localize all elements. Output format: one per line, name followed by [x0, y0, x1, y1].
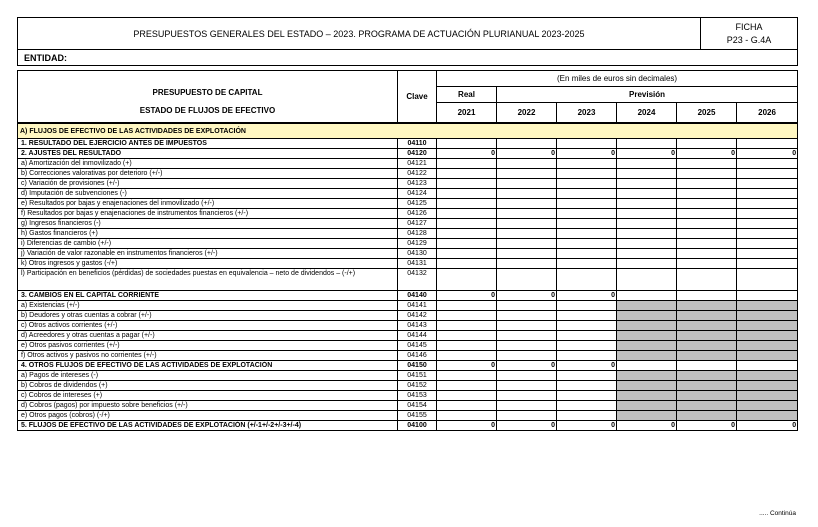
- table-row: [18, 401, 798, 411]
- value-cell[interactable]: [617, 391, 677, 401]
- value-cell[interactable]: 0: [677, 149, 737, 159]
- row-code: 04144: [398, 331, 437, 341]
- value-cell[interactable]: [677, 291, 737, 301]
- value-cell[interactable]: [497, 269, 557, 291]
- row-label: e) Resultados por bajas y enajenaciones del inmovilizado (+/-): [18, 199, 398, 209]
- value-cell[interactable]: [677, 229, 737, 239]
- table-row: [18, 189, 798, 199]
- column-header: [17, 70, 798, 123]
- row-code: 04146: [398, 351, 437, 361]
- value-cell[interactable]: [617, 269, 677, 291]
- value-cell[interactable]: [497, 249, 557, 259]
- value-cell[interactable]: [437, 199, 497, 209]
- year-header: 2022: [497, 103, 557, 123]
- row-label: b) Cobros de dividendos (+): [18, 381, 398, 391]
- value-cell[interactable]: [437, 219, 497, 229]
- ficha-cell: [701, 18, 798, 50]
- value-cell[interactable]: [737, 229, 798, 239]
- row-code: 04152: [398, 381, 437, 391]
- row-label: b) Correcciones valorativas por deterioro (+/-): [18, 169, 398, 179]
- value-cell[interactable]: [737, 209, 798, 219]
- value-cell[interactable]: [497, 341, 557, 351]
- table-row: [18, 269, 798, 291]
- value-cell[interactable]: [737, 351, 798, 361]
- value-cell[interactable]: [437, 259, 497, 269]
- row-label: f) Otros activos y pasivos no corrientes (+/-): [18, 351, 398, 361]
- value-cell[interactable]: [737, 301, 798, 311]
- value-cell[interactable]: [677, 381, 737, 391]
- value-cell[interactable]: 0: [557, 361, 617, 371]
- row-label: k) Otros ingresos y gastos (-/+): [18, 259, 398, 269]
- row-code: 04129: [398, 239, 437, 249]
- value-cell[interactable]: [437, 269, 497, 291]
- value-cell[interactable]: [737, 311, 798, 321]
- value-cell[interactable]: [557, 341, 617, 351]
- value-cell[interactable]: [497, 351, 557, 361]
- table-row: [18, 169, 798, 179]
- clave-header: Clave: [398, 71, 437, 123]
- row-label: e) Otros pasivos corrientes (+/-): [18, 341, 398, 351]
- value-cell[interactable]: [617, 401, 677, 411]
- real-header: Real: [437, 87, 497, 103]
- year-header: 2026: [737, 103, 798, 123]
- row-code: 04130: [398, 249, 437, 259]
- row-label: d) Cobros (pagos) por impuesto sobre beneficios (+/-): [18, 401, 398, 411]
- prevision-header: Previsión: [497, 87, 798, 103]
- value-cell[interactable]: [617, 361, 677, 371]
- value-cell[interactable]: 0: [557, 421, 617, 431]
- table-row: [18, 209, 798, 219]
- table-row: [18, 371, 798, 381]
- value-cell[interactable]: [737, 259, 798, 269]
- row-label: a) Existencias (+/-): [18, 301, 398, 311]
- value-cell[interactable]: [497, 239, 557, 249]
- table-row: [18, 259, 798, 269]
- value-cell[interactable]: 0: [557, 291, 617, 301]
- value-cell[interactable]: [737, 199, 798, 209]
- row-label: c) Cobros de intereses (+): [18, 391, 398, 401]
- table-row: [18, 139, 798, 149]
- value-cell[interactable]: 0: [497, 421, 557, 431]
- value-cell[interactable]: [737, 239, 798, 249]
- value-cell[interactable]: [677, 219, 737, 229]
- value-cell[interactable]: [557, 321, 617, 331]
- value-cell[interactable]: [617, 239, 677, 249]
- table-row: [18, 301, 798, 311]
- row-code: 04131: [398, 259, 437, 269]
- cash-flow-table: [17, 123, 798, 431]
- value-cell[interactable]: [617, 371, 677, 381]
- section-a-heading: A) FLUJOS DE EFECTIVO DE LAS ACTIVIDADES DE EXPLOTACIÓN: [18, 124, 798, 139]
- table-row: [18, 391, 798, 401]
- value-cell[interactable]: [437, 249, 497, 259]
- row-label: 4. OTROS FLUJOS DE EFECTIVO DE LAS ACTIVIDADES DE EXPLOTACIÓN: [18, 361, 398, 371]
- form-page: [17, 17, 797, 431]
- row-label: a) Amortización del inmovilizado (+): [18, 159, 398, 169]
- value-cell[interactable]: [497, 259, 557, 269]
- value-cell[interactable]: [677, 249, 737, 259]
- value-cell[interactable]: [737, 391, 798, 401]
- value-cell[interactable]: 0: [737, 149, 798, 159]
- row-label: d) Imputación de subvenciones (-): [18, 189, 398, 199]
- value-cell[interactable]: [557, 391, 617, 401]
- table-row: [18, 249, 798, 259]
- value-cell[interactable]: [497, 381, 557, 391]
- table-row: [18, 311, 798, 321]
- value-cell[interactable]: [677, 139, 737, 149]
- value-cell[interactable]: [737, 321, 798, 331]
- value-cell[interactable]: [497, 391, 557, 401]
- row-code: 04142: [398, 311, 437, 321]
- table-row: [18, 411, 798, 421]
- table-title-line1: PRESUPUESTO DE CAPITAL: [152, 87, 263, 97]
- value-cell[interactable]: [437, 159, 497, 169]
- row-label: f) Resultados por bajas y enajenaciones de instrumentos financieros (+/-): [18, 209, 398, 219]
- value-cell[interactable]: [737, 169, 798, 179]
- value-cell[interactable]: [677, 391, 737, 401]
- value-cell[interactable]: [437, 209, 497, 219]
- value-cell[interactable]: [497, 199, 557, 209]
- table-row: [18, 199, 798, 209]
- value-cell[interactable]: [437, 239, 497, 249]
- value-cell[interactable]: [677, 199, 737, 209]
- value-cell[interactable]: [617, 139, 677, 149]
- value-cell[interactable]: [617, 219, 677, 229]
- value-cell[interactable]: [557, 169, 617, 179]
- value-cell[interactable]: [737, 291, 798, 301]
- value-cell[interactable]: [617, 169, 677, 179]
- value-cell[interactable]: [617, 381, 677, 391]
- value-cell[interactable]: [497, 301, 557, 311]
- value-cell[interactable]: [677, 159, 737, 169]
- row-code: 04126: [398, 209, 437, 219]
- row-code: 04122: [398, 169, 437, 179]
- value-cell[interactable]: [437, 321, 497, 331]
- row-code: 04143: [398, 321, 437, 331]
- value-cell[interactable]: [677, 361, 737, 371]
- table-row: [18, 381, 798, 391]
- row-code: 04120: [398, 149, 437, 159]
- row-label: j) Variación de valor razonable en instrumentos financieros (+/-): [18, 249, 398, 259]
- table-row: [18, 331, 798, 341]
- value-cell[interactable]: [737, 371, 798, 381]
- value-cell[interactable]: [737, 189, 798, 199]
- value-cell[interactable]: [617, 259, 677, 269]
- value-cell[interactable]: [497, 321, 557, 331]
- continua-note: ..... Continúa: [759, 510, 796, 517]
- value-cell[interactable]: [437, 381, 497, 391]
- value-cell[interactable]: [737, 219, 798, 229]
- row-code: 04123: [398, 179, 437, 189]
- table-row: [18, 229, 798, 239]
- row-label: c) Variación de provisiones (+/-): [18, 179, 398, 189]
- unit-note: (En miles de euros sin decimales): [437, 71, 798, 87]
- value-cell[interactable]: [497, 209, 557, 219]
- row-label: c) Otros activos corrientes (+/-): [18, 321, 398, 331]
- row-code: 04145: [398, 341, 437, 351]
- value-cell[interactable]: [437, 391, 497, 401]
- value-cell[interactable]: [437, 331, 497, 341]
- value-cell[interactable]: [677, 179, 737, 189]
- value-cell[interactable]: [557, 401, 617, 411]
- value-cell[interactable]: 0: [497, 149, 557, 159]
- value-cell[interactable]: [437, 189, 497, 199]
- row-code: 04125: [398, 199, 437, 209]
- row-code: 04154: [398, 401, 437, 411]
- row-code: 04151: [398, 371, 437, 381]
- value-cell[interactable]: [557, 351, 617, 361]
- value-cell[interactable]: [557, 259, 617, 269]
- value-cell[interactable]: [437, 371, 497, 381]
- value-cell[interactable]: [497, 331, 557, 341]
- value-cell[interactable]: [737, 411, 798, 421]
- table-row: [18, 219, 798, 229]
- value-cell[interactable]: [557, 209, 617, 219]
- ficha-label: FICHA: [735, 21, 763, 32]
- row-label: 5. FLUJOS DE EFECTIVO DE LAS ACTIVIDADES DE EXPLOTACIÓN (+/-1+/-2+/-3+/-4): [18, 421, 398, 431]
- year-header: 2021: [437, 103, 497, 123]
- value-cell[interactable]: [497, 371, 557, 381]
- row-code: 04140: [398, 291, 437, 301]
- value-cell[interactable]: [677, 321, 737, 331]
- value-cell[interactable]: 0: [437, 361, 497, 371]
- table-row: [18, 421, 798, 431]
- value-cell[interactable]: [617, 351, 677, 361]
- table-row: [18, 341, 798, 351]
- value-cell[interactable]: [617, 321, 677, 331]
- value-cell[interactable]: [557, 139, 617, 149]
- value-cell[interactable]: [437, 411, 497, 421]
- entidad-label: ENTIDAD:: [18, 50, 798, 66]
- table-row: [18, 291, 798, 301]
- value-cell[interactable]: 0: [437, 149, 497, 159]
- row-label: a) Pagos de intereses (-): [18, 371, 398, 381]
- value-cell[interactable]: [617, 229, 677, 239]
- value-cell[interactable]: [677, 239, 737, 249]
- value-cell[interactable]: [617, 189, 677, 199]
- row-label: l) Participación en beneficios (pérdidas) de sociedades puestas en equivalencia – neto de dividendos – (-/+): [18, 269, 398, 291]
- value-cell[interactable]: [557, 179, 617, 189]
- row-code: 04141: [398, 301, 437, 311]
- value-cell[interactable]: [437, 179, 497, 189]
- value-cell[interactable]: [557, 159, 617, 169]
- value-cell[interactable]: [557, 381, 617, 391]
- value-cell[interactable]: 0: [617, 149, 677, 159]
- row-code: 04100: [398, 421, 437, 431]
- row-code: 04121: [398, 159, 437, 169]
- form-header: [17, 17, 798, 66]
- row-code: 04127: [398, 219, 437, 229]
- value-cell[interactable]: [557, 239, 617, 249]
- table-row: [18, 179, 798, 189]
- row-code: 04128: [398, 229, 437, 239]
- value-cell[interactable]: [437, 341, 497, 351]
- value-cell[interactable]: [677, 169, 737, 179]
- value-cell[interactable]: [677, 401, 737, 411]
- value-cell[interactable]: [677, 371, 737, 381]
- row-label: e) Otros pagos (cobros) (-/+): [18, 411, 398, 421]
- value-cell[interactable]: [617, 291, 677, 301]
- value-cell[interactable]: 0: [557, 149, 617, 159]
- value-cell[interactable]: [557, 301, 617, 311]
- row-label: 2. AJUSTES DEL RESULTADO: [18, 149, 398, 159]
- table-row: [18, 239, 798, 249]
- value-cell[interactable]: [437, 351, 497, 361]
- row-code: 04124: [398, 189, 437, 199]
- row-label: 1. RESULTADO DEL EJERCICIO ANTES DE IMPUESTOS: [18, 139, 398, 149]
- value-cell[interactable]: [497, 189, 557, 199]
- value-cell[interactable]: [617, 411, 677, 421]
- value-cell[interactable]: [437, 401, 497, 411]
- value-cell[interactable]: [737, 179, 798, 189]
- value-cell[interactable]: 0: [677, 421, 737, 431]
- table-row: [18, 149, 798, 159]
- value-cell[interactable]: [677, 189, 737, 199]
- value-cell[interactable]: [497, 159, 557, 169]
- row-code: 04153: [398, 391, 437, 401]
- value-cell[interactable]: [677, 341, 737, 351]
- value-cell[interactable]: [497, 139, 557, 149]
- value-cell[interactable]: [497, 411, 557, 421]
- table-title-cell: [18, 71, 398, 123]
- value-cell[interactable]: [497, 219, 557, 229]
- value-cell[interactable]: [617, 159, 677, 169]
- value-cell[interactable]: [677, 351, 737, 361]
- value-cell[interactable]: [437, 139, 497, 149]
- value-cell[interactable]: [737, 159, 798, 169]
- value-cell[interactable]: 0: [437, 291, 497, 301]
- row-label: g) Ingresos financieros (-): [18, 219, 398, 229]
- value-cell[interactable]: [557, 199, 617, 209]
- value-cell[interactable]: [557, 311, 617, 321]
- value-cell[interactable]: [497, 401, 557, 411]
- table-row: [18, 351, 798, 361]
- row-code: 04150: [398, 361, 437, 371]
- value-cell[interactable]: [617, 199, 677, 209]
- value-cell[interactable]: [557, 331, 617, 341]
- value-cell[interactable]: [437, 169, 497, 179]
- value-cell[interactable]: [497, 179, 557, 189]
- value-cell[interactable]: [497, 169, 557, 179]
- year-header: 2023: [557, 103, 617, 123]
- year-header: 2025: [677, 103, 737, 123]
- table-row: [18, 159, 798, 169]
- value-cell[interactable]: [617, 301, 677, 311]
- value-cell[interactable]: [737, 361, 798, 371]
- value-cell[interactable]: [557, 269, 617, 291]
- value-cell[interactable]: [617, 249, 677, 259]
- value-cell[interactable]: 0: [437, 421, 497, 431]
- value-cell[interactable]: [617, 341, 677, 351]
- value-cell[interactable]: [677, 209, 737, 219]
- value-cell[interactable]: [677, 269, 737, 291]
- ficha-code: P23 - G.4A: [726, 34, 772, 45]
- value-cell[interactable]: [737, 331, 798, 341]
- value-cell[interactable]: [677, 311, 737, 321]
- row-label: i) Diferencias de cambio (+/-): [18, 239, 398, 249]
- value-cell[interactable]: [737, 381, 798, 391]
- value-cell[interactable]: [617, 209, 677, 219]
- value-cell[interactable]: [737, 269, 798, 291]
- value-cell[interactable]: [497, 229, 557, 239]
- value-cell[interactable]: [737, 249, 798, 259]
- value-cell[interactable]: [557, 189, 617, 199]
- value-cell[interactable]: [617, 331, 677, 341]
- value-cell[interactable]: [557, 219, 617, 229]
- value-cell[interactable]: [557, 249, 617, 259]
- value-cell[interactable]: [437, 229, 497, 239]
- value-cell[interactable]: 0: [497, 361, 557, 371]
- value-cell[interactable]: [437, 301, 497, 311]
- value-cell[interactable]: [677, 301, 737, 311]
- form-title: PRESUPUESTOS GENERALES DEL ESTADO – 2023. PROGRAMA DE ACTUACIÓN PLURIANUAL 2023-2025: [18, 18, 701, 50]
- table-row: [18, 321, 798, 331]
- row-label: d) Acreedores y otras cuentas a pagar (+/-): [18, 331, 398, 341]
- table-title-line2: ESTADO DE FLUJOS DE EFECTIVO: [139, 105, 276, 115]
- year-header: 2024: [617, 103, 677, 123]
- value-cell[interactable]: [617, 179, 677, 189]
- row-label: 3. CAMBIOS EN EL CAPITAL CORRIENTE: [18, 291, 398, 301]
- value-cell[interactable]: 0: [737, 421, 798, 431]
- row-code: 04155: [398, 411, 437, 421]
- value-cell[interactable]: [557, 411, 617, 421]
- value-cell[interactable]: [677, 259, 737, 269]
- value-cell[interactable]: 0: [497, 291, 557, 301]
- table-row: [18, 361, 798, 371]
- value-cell[interactable]: [737, 139, 798, 149]
- row-code: 04110: [398, 139, 437, 149]
- value-cell[interactable]: [677, 411, 737, 421]
- value-cell[interactable]: 0: [617, 421, 677, 431]
- row-label: h) Gastos financieros (+): [18, 229, 398, 239]
- value-cell[interactable]: [437, 311, 497, 321]
- row-code: 04132: [398, 269, 437, 291]
- value-cell[interactable]: [557, 371, 617, 381]
- value-cell[interactable]: [617, 311, 677, 321]
- value-cell[interactable]: [677, 331, 737, 341]
- row-label: b) Deudores y otras cuentas a cobrar (+/-): [18, 311, 398, 321]
- value-cell[interactable]: [737, 341, 798, 351]
- value-cell[interactable]: [557, 229, 617, 239]
- value-cell[interactable]: [497, 311, 557, 321]
- value-cell[interactable]: [737, 401, 798, 411]
